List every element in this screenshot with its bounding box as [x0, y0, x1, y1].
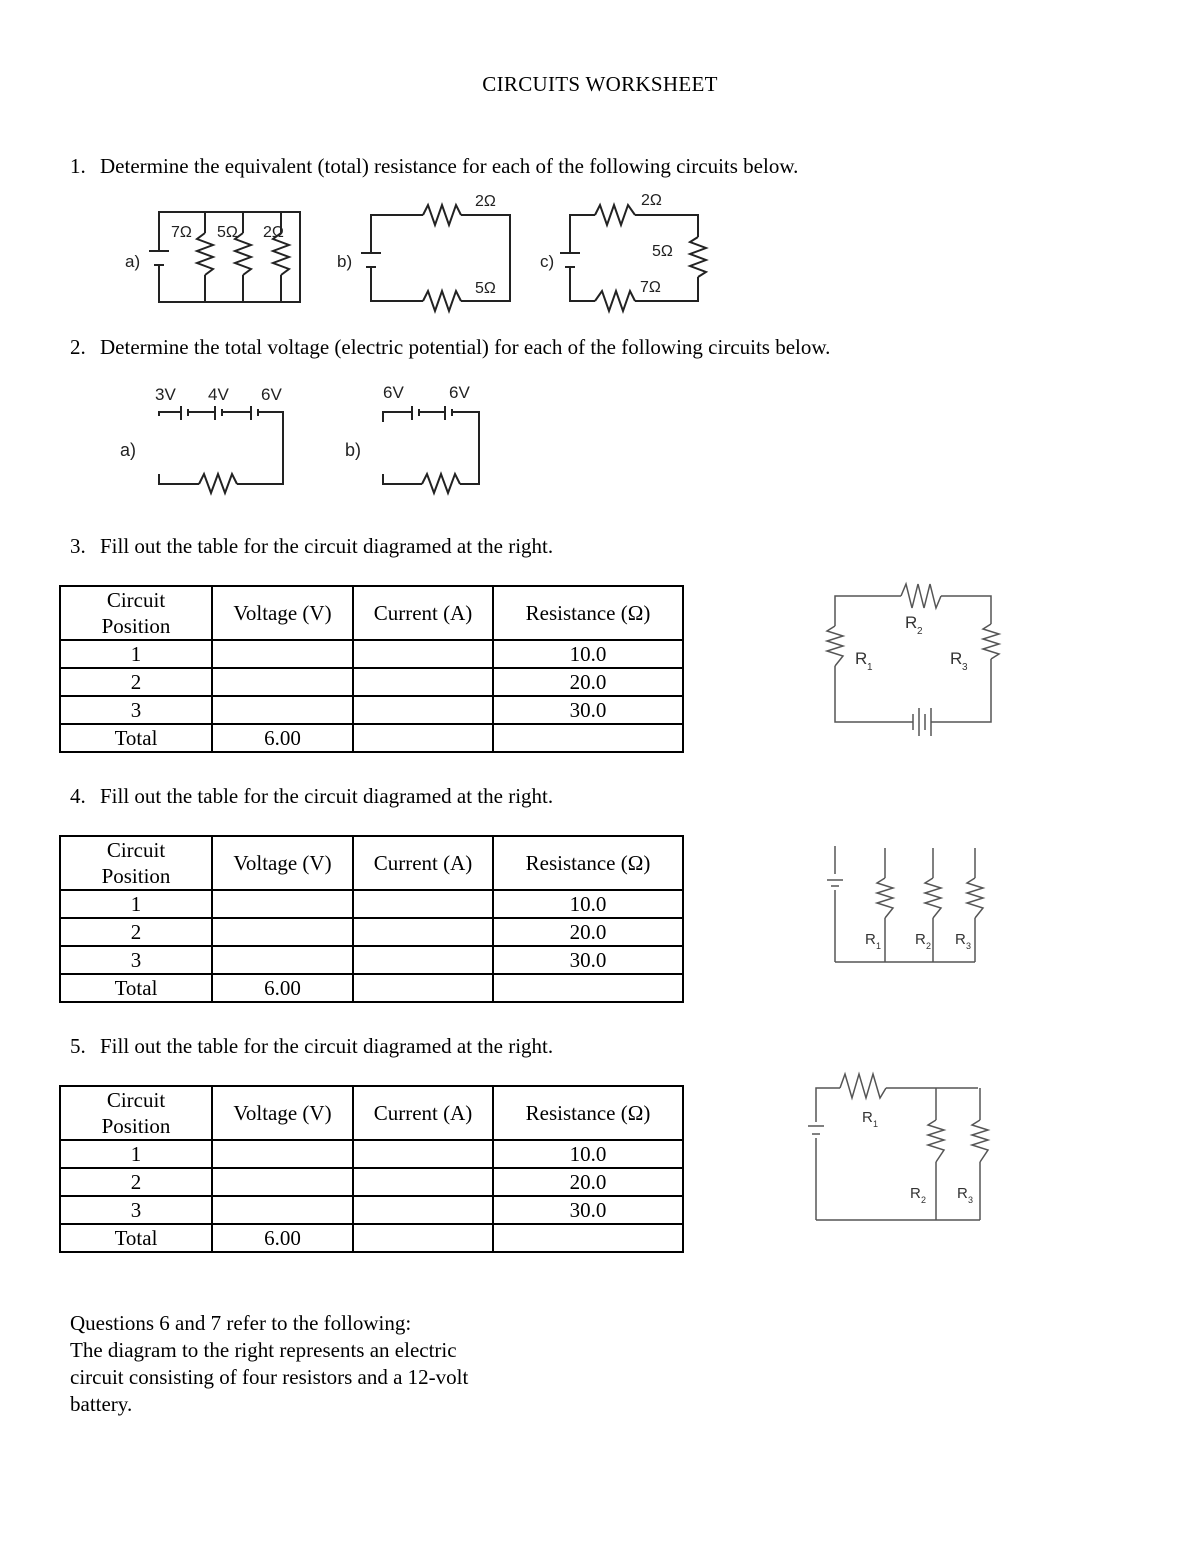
table-row: [60, 1140, 683, 1168]
circuit-label: c): [540, 252, 555, 271]
resistance-cell: 30.0: [493, 1196, 683, 1224]
header-resistance: Resistance (Ω): [493, 1086, 683, 1140]
current-cell[interactable]: [353, 696, 493, 724]
voltage-cell[interactable]: [212, 1140, 353, 1168]
question-5: [70, 1034, 553, 1059]
question-2: [70, 335, 830, 360]
voltage-cell[interactable]: [212, 1196, 353, 1224]
position-cell: 2: [60, 918, 212, 946]
battery-label: 3V: [155, 385, 176, 404]
resistance-cell[interactable]: [493, 724, 683, 752]
voltage-cell[interactable]: [212, 946, 353, 974]
q1-circuits-diagram: [115, 185, 735, 325]
circuit-label: b): [337, 252, 353, 271]
resistance-cell[interactable]: [493, 1224, 683, 1252]
resistor-name: R: [957, 1185, 968, 1202]
table-row: [60, 668, 683, 696]
question-3: [70, 534, 553, 559]
table-header-row: [60, 586, 683, 640]
resistor-label: 7Ω: [640, 279, 661, 296]
table-row: [60, 890, 683, 918]
current-cell[interactable]: [353, 890, 493, 918]
table-row: [60, 724, 683, 752]
table-row: [60, 696, 683, 724]
voltage-cell: 6.00: [212, 724, 353, 752]
header-voltage: Voltage (V): [212, 836, 353, 890]
question-number: 3.: [70, 534, 86, 558]
question-number: 1.: [70, 154, 86, 178]
voltage-cell[interactable]: [212, 1168, 353, 1196]
table-row: [60, 918, 683, 946]
battery-label: 6V: [383, 383, 404, 402]
current-cell[interactable]: [353, 1140, 493, 1168]
current-cell[interactable]: [353, 668, 493, 696]
resistor-subscript: 1: [867, 662, 873, 673]
resistor-label: 5Ω: [217, 224, 238, 241]
intro-line: Questions 6 and 7 refer to the following:: [70, 1311, 412, 1335]
resistor-subscript: 3: [966, 941, 972, 951]
position-cell: 2: [60, 1168, 212, 1196]
table-row: [60, 1168, 683, 1196]
header-resistance: Resistance (Ω): [493, 836, 683, 890]
resistance-cell: 30.0: [493, 696, 683, 724]
question-1: [70, 154, 798, 179]
voltage-cell: 6.00: [212, 974, 353, 1002]
header-current: Current (A): [353, 586, 493, 640]
page-title: CIRCUITS WORKSHEET: [482, 72, 718, 96]
position-cell: 3: [60, 1196, 212, 1224]
table-row: [60, 1224, 683, 1252]
circuit-label: a): [125, 252, 141, 271]
combination-circuit-diagram: [800, 1060, 1000, 1230]
resistor-subscript: 3: [962, 662, 968, 673]
resistor-subscript: 1: [876, 941, 882, 951]
battery-label: 4V: [208, 385, 229, 404]
table-row: [60, 946, 683, 974]
resistance-cell: 10.0: [493, 1140, 683, 1168]
table-row: [60, 1196, 683, 1224]
header-current: Current (A): [353, 836, 493, 890]
circuit-table-4: [59, 835, 684, 1003]
intro-line: battery.: [70, 1392, 133, 1416]
series-circuit-diagram: [815, 570, 1015, 750]
resistor-subscript: 2: [917, 626, 923, 637]
questions-6-7-intro: [70, 1310, 540, 1418]
resistor-label: 2Ω: [475, 193, 496, 210]
header-current: Current (A): [353, 1086, 493, 1140]
question-text: Fill out the table for the circuit diagramed at the right.: [100, 1034, 554, 1058]
voltage-cell[interactable]: [212, 668, 353, 696]
parallel-circuit-diagram: [815, 840, 995, 970]
question-number: 4.: [70, 784, 86, 808]
resistor-subscript: 2: [921, 1195, 927, 1205]
resistance-cell: 10.0: [493, 890, 683, 918]
question-text: Determine the total voltage (electric potential) for each of the following circuits below.: [100, 335, 831, 359]
current-cell[interactable]: [353, 640, 493, 668]
question-4: [70, 784, 553, 809]
q2-circuit-b: [345, 383, 479, 493]
current-cell[interactable]: [353, 1196, 493, 1224]
circuit-label: a): [120, 440, 137, 460]
q1-circuit-b: [337, 193, 510, 311]
resistor-name: R: [950, 649, 963, 668]
question-number: 5.: [70, 1034, 86, 1058]
resistor-name: R: [910, 1185, 921, 1202]
current-cell[interactable]: [353, 918, 493, 946]
q1-circuit-a: [125, 212, 300, 302]
resistor-name: R: [905, 613, 918, 632]
resistance-cell: 20.0: [493, 1168, 683, 1196]
voltage-cell[interactable]: [212, 696, 353, 724]
resistor-subscript: 2: [926, 941, 932, 951]
current-cell[interactable]: [353, 974, 493, 1002]
current-cell[interactable]: [353, 724, 493, 752]
q2-circuit-a: [120, 385, 283, 493]
q2-circuits-diagram: [115, 378, 495, 503]
resistor-label: 5Ω: [475, 280, 496, 297]
voltage-cell[interactable]: [212, 918, 353, 946]
position-cell: 1: [60, 1140, 212, 1168]
intro-line: The diagram to the right represents an electric: [70, 1338, 457, 1362]
header-voltage: Voltage (V): [212, 1086, 353, 1140]
header-resistance: Resistance (Ω): [493, 586, 683, 640]
resistance-cell: 20.0: [493, 918, 683, 946]
position-cell: Total: [60, 1224, 212, 1252]
circuit-table-5: [59, 1085, 684, 1253]
intro-line: circuit consisting of four resistors and a 12-volt: [70, 1365, 469, 1389]
circuit-table-3: [59, 585, 684, 753]
question-text: Fill out the table for the circuit diagramed at the right.: [100, 534, 554, 558]
current-cell[interactable]: [353, 1168, 493, 1196]
question-number: 2.: [70, 335, 86, 359]
table-row: [60, 640, 683, 668]
header-circuit-position: Circuit Position: [60, 836, 212, 890]
resistor-subscript: 1: [873, 1119, 879, 1129]
resistor-name: R: [865, 931, 876, 948]
position-cell: Total: [60, 724, 212, 752]
header-circuit-position: Circuit Position: [60, 586, 212, 640]
battery-label: 6V: [449, 383, 470, 402]
resistor-name: R: [955, 931, 966, 948]
resistor-label: 2Ω: [641, 192, 662, 209]
position-cell: 2: [60, 668, 212, 696]
resistor-name: R: [855, 649, 868, 668]
current-cell[interactable]: [353, 1224, 493, 1252]
table-header-row: [60, 1086, 683, 1140]
question-text: Determine the equivalent (total) resistance for each of the following circuits below.: [100, 154, 799, 178]
question-text: Fill out the table for the circuit diagramed at the right.: [100, 784, 554, 808]
resistor-name: R: [862, 1109, 873, 1126]
table-header-row: [60, 836, 683, 890]
resistance-cell[interactable]: [493, 974, 683, 1002]
position-cell: 1: [60, 890, 212, 918]
resistor-label: 2Ω: [263, 224, 284, 241]
voltage-cell[interactable]: [212, 890, 353, 918]
resistance-cell: 10.0: [493, 640, 683, 668]
table-row: [60, 974, 683, 1002]
current-cell[interactable]: [353, 946, 493, 974]
q1-circuit-c: [540, 192, 706, 311]
position-cell: Total: [60, 974, 212, 1002]
position-cell: 3: [60, 696, 212, 724]
position-cell: 1: [60, 640, 212, 668]
resistor-subscript: 3: [968, 1195, 974, 1205]
resistance-cell: 30.0: [493, 946, 683, 974]
header-circuit-position: Circuit Position: [60, 1086, 212, 1140]
battery-label: 6V: [261, 385, 282, 404]
voltage-cell[interactable]: [212, 640, 353, 668]
position-cell: 3: [60, 946, 212, 974]
voltage-cell: 6.00: [212, 1224, 353, 1252]
resistor-name: R: [915, 931, 926, 948]
header-voltage: Voltage (V): [212, 586, 353, 640]
resistance-cell: 20.0: [493, 668, 683, 696]
resistor-label: 5Ω: [652, 243, 673, 260]
circuit-label: b): [345, 440, 362, 460]
resistor-label: 7Ω: [171, 224, 192, 241]
